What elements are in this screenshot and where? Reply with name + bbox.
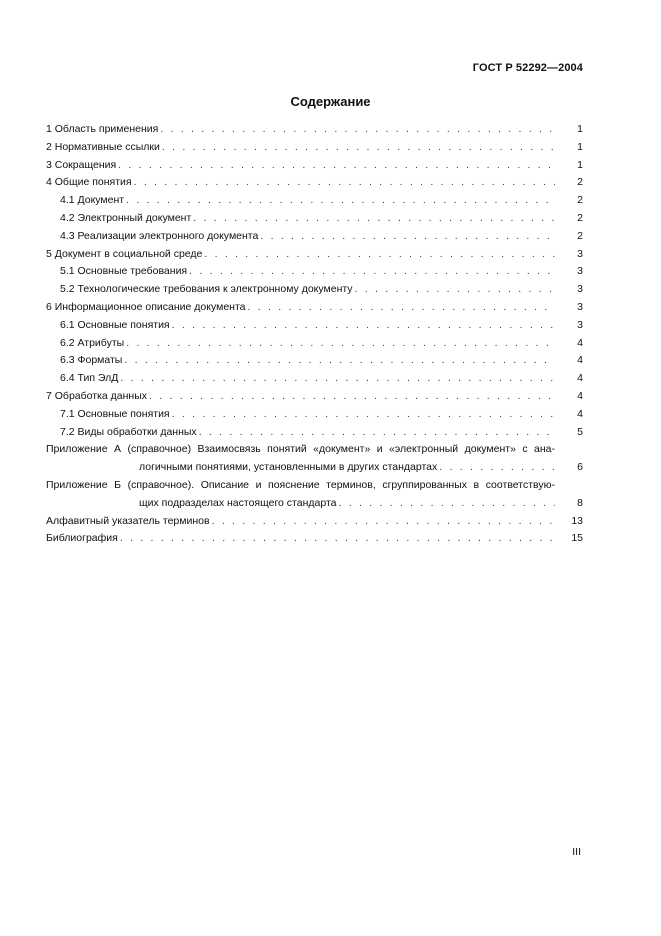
toc-entry-label: 6.1 Основные понятия (46, 317, 172, 335)
page-title: Содержание (290, 94, 371, 109)
toc-entry-page: 2 (577, 176, 583, 189)
toc-entry-page: 2 (577, 211, 583, 224)
toc-entry[interactable] (46, 174, 583, 192)
annex-title-line: Приложение Б (справочное). Описание и пояснение терминов, сгруппированных в соответствую- (46, 478, 555, 491)
toc-entry-label: Библиография (46, 530, 120, 548)
annex-continuation-row (46, 495, 583, 513)
toc-entry[interactable] (46, 246, 583, 264)
leader-dots (260, 228, 555, 246)
toc-tail-list (46, 513, 583, 549)
toc-entry-page: 4 (577, 389, 583, 402)
toc-entry-label: 6.2 Атрибуты (46, 335, 126, 353)
toc-entry-page: 2 (577, 194, 583, 207)
toc-entry[interactable] (46, 424, 583, 442)
leader-dots (248, 299, 556, 317)
leader-dots (126, 335, 555, 353)
toc-entry[interactable] (46, 530, 583, 548)
leader-dots (120, 530, 555, 548)
toc-entry-page: 1 (577, 123, 583, 135)
toc-entry-label: 1 Область применения (46, 121, 160, 139)
toc-annex-entry[interactable] (46, 441, 583, 477)
toc-entry-label: 3 Сокращения (46, 157, 118, 175)
toc-entry-page: 3 (577, 265, 583, 278)
toc-entry[interactable] (46, 210, 583, 228)
annex-title-continuation: щих подразделах настоящего стандарта (139, 496, 337, 509)
toc-entry[interactable] (46, 157, 583, 175)
toc-annex-entry[interactable] (46, 477, 583, 513)
toc-entry[interactable] (46, 317, 583, 335)
toc-entry-page: 4 (577, 407, 583, 420)
leader-dots (355, 281, 555, 299)
leader-dots (118, 157, 555, 175)
leader-dots (199, 424, 555, 442)
toc-entry-page: 8 (577, 496, 583, 509)
toc-entry-label: 5.2 Технологические требования к электронному документу (46, 281, 355, 299)
toc-entry-label: 4.1 Документ (46, 192, 126, 210)
leader-dots (160, 121, 555, 139)
toc-entry-page: 3 (577, 247, 583, 260)
toc-entry-page: 15 (571, 532, 583, 545)
toc-entry-page: 13 (571, 514, 583, 527)
leader-dots (126, 192, 555, 210)
toc-entry[interactable] (46, 388, 583, 406)
leader-dots (212, 513, 555, 531)
page-number: III (572, 846, 581, 858)
toc-entry-label: 4.3 Реализации электронного документа (46, 228, 260, 246)
toc-entry-page: 4 (577, 354, 583, 367)
toc-entry[interactable] (46, 406, 583, 424)
toc-entry[interactable] (46, 192, 583, 210)
toc-entry-page: 1 (577, 158, 583, 171)
leader-dots (439, 459, 555, 477)
toc-entry[interactable] (46, 299, 583, 317)
toc-entry[interactable] (46, 263, 583, 281)
toc-entry-page: 4 (577, 372, 583, 385)
toc-entry-label: 5 Документ в социальной среде (46, 246, 204, 264)
toc-annex-list (46, 441, 583, 512)
leader-dots (162, 139, 555, 157)
toc-entry-page: 4 (577, 336, 583, 349)
toc-entry-page: 3 (577, 283, 583, 296)
toc-entry-label: Алфавитный указатель терминов (46, 513, 212, 531)
leader-dots (134, 174, 555, 192)
leader-dots (172, 317, 555, 335)
toc-entry-label: 6 Информационное описание документа (46, 299, 248, 317)
toc-entry[interactable] (46, 352, 583, 370)
toc-entry[interactable] (46, 370, 583, 388)
toc-entry[interactable] (46, 513, 583, 531)
toc-entry-label: 2 Нормативные ссылки (46, 139, 162, 157)
leader-dots (339, 495, 556, 513)
toc-entry-page: 5 (577, 425, 583, 438)
leader-dots (172, 406, 555, 424)
toc-entry-label: 6.4 Тип ЭлД (46, 370, 120, 388)
annex-title-continuation: логичными понятиями, установленными в других стандартах (139, 461, 438, 474)
toc-entry-label: 7 Обработка данных (46, 388, 149, 406)
toc-entry-page: 2 (577, 229, 583, 242)
annex-continuation-row (46, 459, 583, 477)
leader-dots (189, 263, 555, 281)
toc-entry-label: 4.2 Электронный документ (46, 210, 193, 228)
toc-entry[interactable] (46, 281, 583, 299)
toc-entry-page: 3 (577, 318, 583, 331)
toc-main-list (46, 121, 583, 441)
toc-entry-page: 3 (577, 300, 583, 313)
toc-entry-label: 7.1 Основные понятия (46, 406, 172, 424)
table-of-contents (46, 121, 583, 548)
toc-entry-page: 1 (577, 140, 583, 153)
toc-entry-label: 5.1 Основные требования (46, 263, 189, 281)
leader-dots (120, 370, 555, 388)
leader-dots (193, 210, 555, 228)
toc-entry-label: 7.2 Виды обработки данных (46, 424, 199, 442)
document-code: ГОСТ Р 52292—2004 (472, 62, 583, 74)
toc-entry[interactable] (46, 335, 583, 353)
toc-entry[interactable] (46, 121, 583, 139)
leader-dots (149, 388, 555, 406)
annex-title-line: Приложение А (справочное) Взаимосвязь понятий «документ» и «электронный документ» с ана- (46, 443, 555, 456)
toc-entry[interactable] (46, 228, 583, 246)
toc-entry-label: 6.3 Форматы (46, 352, 124, 370)
leader-dots (204, 246, 555, 264)
toc-entry-label: 4 Общие понятия (46, 174, 134, 192)
toc-entry-page: 6 (577, 461, 583, 474)
toc-entry[interactable] (46, 139, 583, 157)
leader-dots (124, 352, 555, 370)
